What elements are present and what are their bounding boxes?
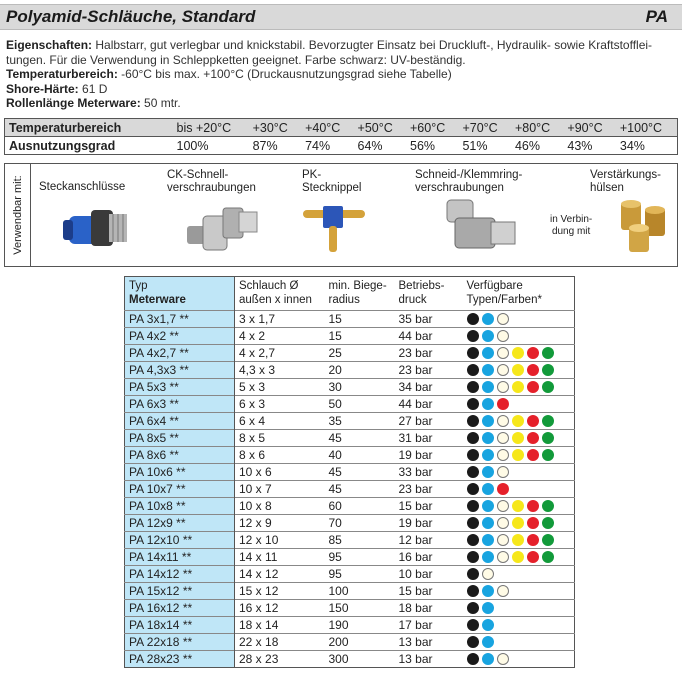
cell-colors (463, 549, 575, 566)
cell-colors (463, 617, 575, 634)
properties-block (6, 38, 678, 111)
cell-dimension: 10 x 7 (235, 481, 325, 498)
color-dot-blue (482, 398, 494, 410)
cell-typ: PA 12x9 ** (125, 515, 235, 532)
color-dot-black (467, 568, 479, 580)
cell-dimension: 6 x 3 (235, 396, 325, 413)
color-dot-black (467, 313, 479, 325)
grade-cell: 46% (514, 138, 540, 153)
cell-dimension: 4,3 x 3 (235, 362, 325, 379)
color-dot-red (527, 500, 539, 512)
table-row (125, 532, 575, 549)
color-dot-yel (512, 347, 524, 359)
page-title: Polyamid-Schläuche, Standard (6, 7, 256, 26)
color-dot-red (497, 483, 509, 495)
temp-value: -60°C bis max. +100°C (Druckausnutzungsgrad siehe Tabelle) (121, 67, 452, 81)
cell-radius: 25 (325, 345, 395, 362)
col-druck (395, 277, 463, 311)
table-row (125, 413, 575, 430)
cell-colors (463, 328, 575, 345)
color-dot-black (467, 534, 479, 546)
pk-nipple-icon (301, 200, 371, 256)
cell-typ: PA 5x3 ** (125, 379, 235, 396)
page-header (0, 4, 682, 30)
cell-colors (463, 498, 575, 515)
color-dot-nat (497, 449, 509, 461)
color-dot-blue (482, 602, 494, 614)
fitting-label-steck: Steckanschlüsse (39, 181, 126, 193)
cell-dimension: 3 x 1,7 (235, 311, 325, 328)
color-dot-black (467, 449, 479, 461)
color-dot-blue (482, 585, 494, 597)
product-code: PA (645, 7, 668, 26)
table-row (125, 328, 575, 345)
color-dot-nat (497, 415, 509, 427)
table-row (125, 651, 575, 668)
color-dot-blue (482, 551, 494, 563)
table-row (125, 566, 575, 583)
color-dot-black (467, 364, 479, 376)
temp-cell: +100°C (616, 119, 678, 137)
cell-pressure: 19 bar (395, 447, 463, 464)
color-dot-grn (542, 534, 554, 546)
cell-typ: PA 22x18 ** (125, 634, 235, 651)
cell-dimension: 4 x 2 (235, 328, 325, 345)
cell-dimension: 14 x 11 (235, 549, 325, 566)
col-schlauch (235, 277, 325, 311)
cell-colors (463, 345, 575, 362)
cell-radius: 45 (325, 481, 395, 498)
cell-radius: 35 (325, 413, 395, 430)
grade-cell: 100% (176, 138, 209, 153)
cell-typ: PA 12x10 ** (125, 532, 235, 549)
table-row (125, 481, 575, 498)
color-dot-black (467, 585, 479, 597)
cell-dimension: 14 x 12 (235, 566, 325, 583)
cell-dimension: 10 x 8 (235, 498, 325, 515)
cell-radius: 45 (325, 464, 395, 481)
table-row (125, 464, 575, 481)
color-dot-black (467, 517, 479, 529)
color-dot-yel (512, 415, 524, 427)
cell-typ: PA 28x23 ** (125, 651, 235, 668)
color-dot-nat (497, 364, 509, 376)
table-row (125, 583, 575, 600)
cell-radius: 70 (325, 515, 395, 532)
cell-colors (463, 532, 575, 549)
eigenschaften-text-2: tungen. Für die Verwendung in Schleppketten geeignet. Farbe schwarz: UV-beständig. (6, 52, 466, 67)
color-dot-red (527, 449, 539, 461)
cell-radius: 60 (325, 498, 395, 515)
color-dot-blue (482, 483, 494, 495)
color-dot-black (467, 636, 479, 648)
shore-label: Shore-Härte: (6, 81, 79, 96)
col-biege (325, 277, 395, 311)
cell-pressure: 15 bar (395, 498, 463, 515)
eigenschaften-label: Eigenschaften: (6, 38, 93, 52)
cell-radius: 150 (325, 600, 395, 617)
color-dot-black (467, 653, 479, 665)
reinforcement-sleeve-icon (617, 198, 673, 258)
eigenschaften-text-1: Halbstarr, gut verlegbar und knickstabil. Bevorzugter Einsatz bei Druckluft-, Hydraulik- sowie Kraftstofflei- (95, 38, 653, 52)
col-schlauch-line1: Schlauch Ø (239, 280, 299, 292)
color-dot-grn (542, 381, 554, 393)
color-dot-grn (542, 415, 554, 427)
cell-colors (463, 413, 575, 430)
fitting-label-ck: CK-Schnell- verschraubungen (167, 169, 256, 194)
temp-cell: +80°C (511, 119, 563, 137)
cell-typ: PA 14x11 ** (125, 549, 235, 566)
color-dot-blue (482, 381, 494, 393)
cell-typ: PA 8x6 ** (125, 447, 235, 464)
cell-dimension: 22 x 18 (235, 634, 325, 651)
fitting-label-huelsen: Verstärkungs- hülsen (590, 169, 661, 194)
compatible-side-text: Verwendbar mit: (12, 175, 24, 255)
color-dot-nat (497, 381, 509, 393)
compatible-fittings-panel (4, 163, 678, 267)
cell-colors (463, 651, 575, 668)
cell-dimension: 5 x 3 (235, 379, 325, 396)
cell-typ: PA 16x12 ** (125, 600, 235, 617)
color-dot-grn (542, 517, 554, 529)
compression-fitting-icon (441, 196, 521, 260)
cell-pressure: 31 bar (395, 430, 463, 447)
color-dot-blue (482, 347, 494, 359)
cell-typ: PA 15x12 ** (125, 583, 235, 600)
color-dot-black (467, 432, 479, 444)
cell-dimension: 18 x 14 (235, 617, 325, 634)
table-row (125, 617, 575, 634)
cell-radius: 190 (325, 617, 395, 634)
color-dot-black (467, 398, 479, 410)
color-dot-blue (482, 500, 494, 512)
col-schlauch-line2: außen x innen (239, 294, 312, 306)
cell-typ: PA 4,3x3 ** (125, 362, 235, 379)
push-in-fitting-icon (63, 202, 133, 260)
cell-pressure: 13 bar (395, 634, 463, 651)
color-dot-blue (482, 415, 494, 427)
color-dot-red (527, 551, 539, 563)
cell-colors (463, 634, 575, 651)
color-dot-yel (512, 500, 524, 512)
color-dot-nat (497, 330, 509, 342)
cell-dimension: 15 x 12 (235, 583, 325, 600)
connection-note: in Verbin- dung mit (550, 214, 593, 237)
col-farben (463, 277, 575, 311)
cell-pressure: 16 bar (395, 549, 463, 566)
temp-row (5, 119, 678, 137)
cell-dimension: 8 x 5 (235, 430, 325, 447)
grade-cell: 64% (357, 138, 383, 153)
temp-cell: +70°C (458, 119, 510, 137)
rolle-value: 50 mtr. (144, 96, 181, 110)
cell-radius: 50 (325, 396, 395, 413)
cell-dimension: 12 x 9 (235, 515, 325, 532)
temp-label: Temperaturbereich: (6, 67, 118, 81)
compatible-side-label (5, 164, 31, 266)
color-dot-blue (482, 653, 494, 665)
cell-colors (463, 379, 575, 396)
color-dot-blue (482, 449, 494, 461)
cell-radius: 100 (325, 583, 395, 600)
cell-dimension: 28 x 23 (235, 651, 325, 668)
ck-fitting-icon (183, 198, 263, 258)
cell-colors (463, 362, 575, 379)
shore-value: 61 D (82, 81, 108, 96)
cell-typ: PA 4x2 ** (125, 328, 235, 345)
color-dot-nat (497, 313, 509, 325)
color-dot-black (467, 330, 479, 342)
grade-row (5, 137, 678, 155)
fitting-label-schneid: Schneid-/Klemmring- verschraubungen (415, 169, 523, 194)
color-dot-black (467, 466, 479, 478)
cell-pressure: 23 bar (395, 481, 463, 498)
cell-colors (463, 515, 575, 532)
cell-typ: PA 14x12 ** (125, 566, 235, 583)
color-dot-grn (542, 364, 554, 376)
col-druck-line1: Betriebs- (398, 280, 445, 292)
color-dot-nat (497, 466, 509, 478)
cell-colors (463, 430, 575, 447)
cell-dimension: 4 x 2,7 (235, 345, 325, 362)
color-dot-nat (497, 551, 509, 563)
color-dot-black (467, 347, 479, 359)
color-dot-red (527, 381, 539, 393)
cell-dimension: 8 x 6 (235, 447, 325, 464)
color-dot-red (527, 347, 539, 359)
color-dot-yel (512, 432, 524, 444)
cell-pressure: 12 bar (395, 532, 463, 549)
color-dot-yel (512, 381, 524, 393)
cell-dimension: 10 x 6 (235, 464, 325, 481)
temp-cell: +40°C (301, 119, 353, 137)
col-druck-line2: druck (398, 294, 427, 306)
color-dot-red (527, 364, 539, 376)
cell-radius: 20 (325, 362, 395, 379)
color-dot-nat (497, 585, 509, 597)
color-dot-nat (497, 534, 509, 546)
cell-pressure: 23 bar (395, 362, 463, 379)
color-dot-black (467, 619, 479, 631)
temp-cell: +50°C (354, 119, 406, 137)
cell-pressure: 44 bar (395, 396, 463, 413)
color-dot-nat (497, 432, 509, 444)
cell-dimension: 12 x 10 (235, 532, 325, 549)
cell-radius: 300 (325, 651, 395, 668)
temp-row-label: Temperaturbereich (5, 119, 173, 137)
product-table-header (125, 277, 575, 311)
color-dot-blue (482, 330, 494, 342)
cell-typ: PA 3x1,7 ** (125, 311, 235, 328)
temp-cell: +90°C (563, 119, 615, 137)
product-table-body (125, 311, 575, 668)
cell-typ: PA 18x14 ** (125, 617, 235, 634)
color-dot-yel (512, 364, 524, 376)
color-dot-black (467, 415, 479, 427)
grade-cell: 87% (252, 138, 278, 153)
color-dot-blue (482, 636, 494, 648)
cell-radius: 95 (325, 549, 395, 566)
color-dot-blue (482, 517, 494, 529)
cell-pressure: 15 bar (395, 583, 463, 600)
color-dot-yel (512, 551, 524, 563)
cell-colors (463, 447, 575, 464)
table-row (125, 498, 575, 515)
color-dot-black (467, 602, 479, 614)
cell-pressure: 35 bar (395, 311, 463, 328)
fitting-label-pk: PK- Stecknippel (302, 169, 362, 194)
cell-colors (463, 396, 575, 413)
table-row (125, 600, 575, 617)
color-dot-nat (497, 653, 509, 665)
col-farben-line1: Verfügbare (466, 280, 523, 292)
color-dot-grn (542, 551, 554, 563)
table-row (125, 396, 575, 413)
temp-cell: +30°C (249, 119, 301, 137)
cell-radius: 15 (325, 328, 395, 345)
cell-typ: PA 10x7 ** (125, 481, 235, 498)
cell-radius: 200 (325, 634, 395, 651)
cell-pressure: 23 bar (395, 345, 463, 362)
table-row (125, 430, 575, 447)
color-dot-yel (512, 534, 524, 546)
color-dot-blue (482, 534, 494, 546)
cell-colors (463, 481, 575, 498)
color-dot-red (527, 534, 539, 546)
grade-cell: 56% (410, 138, 436, 153)
cell-typ: PA 4x2,7 ** (125, 345, 235, 362)
cell-colors (463, 600, 575, 617)
cell-radius: 85 (325, 532, 395, 549)
cell-radius: 15 (325, 311, 395, 328)
table-row (125, 634, 575, 651)
col-typ-line1: Typ (129, 280, 148, 292)
table-row (125, 379, 575, 396)
cell-radius: 95 (325, 566, 395, 583)
table-row (125, 447, 575, 464)
cell-dimension: 16 x 12 (235, 600, 325, 617)
color-dot-yel (512, 449, 524, 461)
cell-typ: PA 10x8 ** (125, 498, 235, 515)
table-row (125, 362, 575, 379)
color-dot-grn (542, 449, 554, 461)
table-row (125, 515, 575, 532)
cell-colors (463, 311, 575, 328)
col-typ (125, 277, 235, 311)
rolle-label: Rollenlänge Meterware: (6, 96, 141, 110)
cell-pressure: 10 bar (395, 566, 463, 583)
color-dot-nat (497, 517, 509, 529)
color-dot-red (527, 432, 539, 444)
color-dot-blue (482, 364, 494, 376)
cell-colors (463, 464, 575, 481)
col-biege-line2: radius (328, 294, 360, 306)
cell-typ: PA 10x6 ** (125, 464, 235, 481)
color-dot-grn (542, 347, 554, 359)
color-dot-yel (512, 517, 524, 529)
col-farben-line2: Typen/Farben* (466, 294, 542, 306)
color-dot-blue (482, 466, 494, 478)
color-dot-black (467, 483, 479, 495)
color-dot-blue (482, 313, 494, 325)
cell-typ: PA 6x4 ** (125, 413, 235, 430)
col-typ-line2: Meterware (129, 294, 186, 306)
cell-pressure: 13 bar (395, 651, 463, 668)
color-dot-nat (497, 500, 509, 512)
grade-cell: 74% (305, 138, 331, 153)
grade-cell: 51% (462, 138, 488, 153)
color-dot-nat (497, 347, 509, 359)
cell-pressure: 17 bar (395, 617, 463, 634)
cell-pressure: 34 bar (395, 379, 463, 396)
color-dot-black (467, 500, 479, 512)
col-biege-line1: min. Biege- (328, 280, 387, 292)
cell-radius: 40 (325, 447, 395, 464)
temp-cell: +60°C (406, 119, 458, 137)
table-row (125, 345, 575, 362)
cell-pressure: 19 bar (395, 515, 463, 532)
grade-row-label: Ausnutzungsgrad (9, 138, 116, 153)
cell-colors (463, 566, 575, 583)
color-dot-red (527, 517, 539, 529)
temperature-table (4, 118, 678, 155)
color-dot-blue (482, 432, 494, 444)
cell-pressure: 44 bar (395, 328, 463, 345)
table-row (125, 311, 575, 328)
color-dot-red (497, 398, 509, 410)
color-dot-red (527, 415, 539, 427)
cell-radius: 30 (325, 379, 395, 396)
temp-cell: bis +20°C (173, 119, 249, 137)
cell-colors (463, 583, 575, 600)
grade-cell: 43% (567, 138, 593, 153)
grade-cell: 34% (619, 138, 645, 153)
cell-typ: PA 8x5 ** (125, 430, 235, 447)
color-dot-grn (542, 500, 554, 512)
color-dot-blue (482, 619, 494, 631)
color-dot-nat (482, 568, 494, 580)
cell-dimension: 6 x 4 (235, 413, 325, 430)
table-row (125, 549, 575, 566)
cell-pressure: 33 bar (395, 464, 463, 481)
product-table (124, 276, 575, 668)
cell-typ: PA 6x3 ** (125, 396, 235, 413)
color-dot-black (467, 551, 479, 563)
color-dot-grn (542, 432, 554, 444)
cell-pressure: 27 bar (395, 413, 463, 430)
color-dot-black (467, 381, 479, 393)
cell-radius: 45 (325, 430, 395, 447)
cell-pressure: 18 bar (395, 600, 463, 617)
